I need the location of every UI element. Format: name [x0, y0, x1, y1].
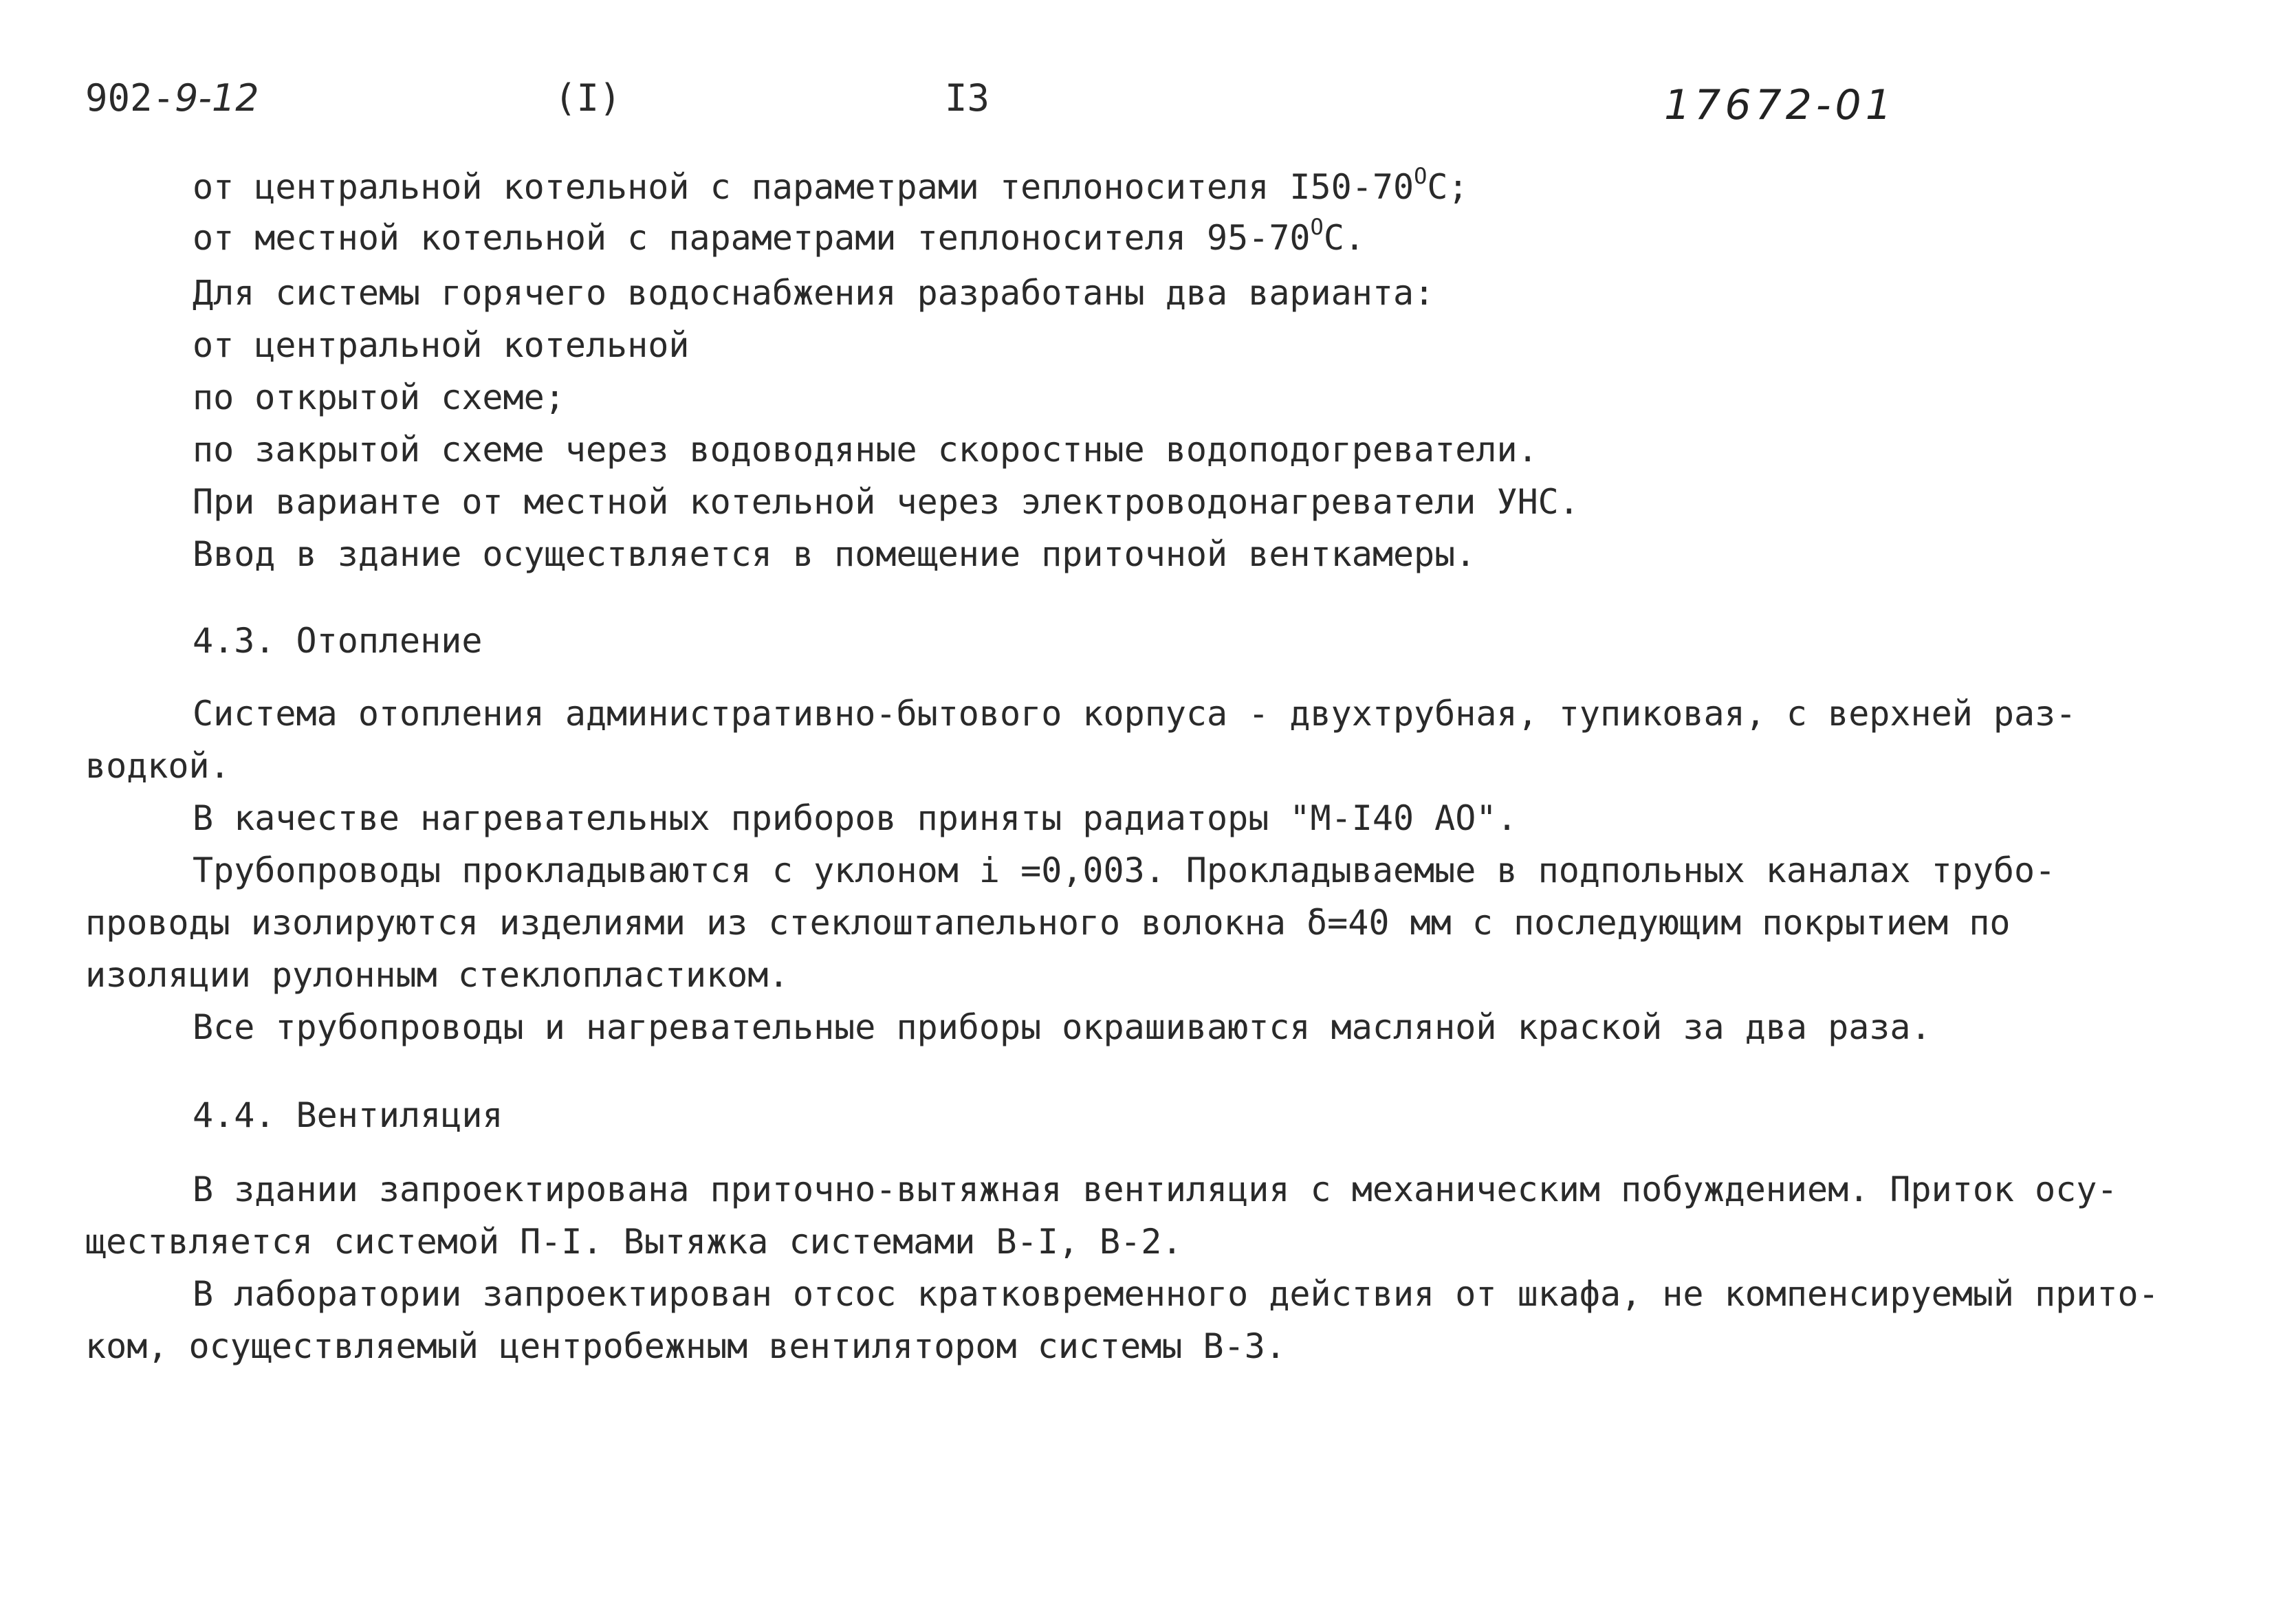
text-line: Система отопления административно-бытового корпуса - двухтрубная, тупиковая, с верхней раз- — [193, 694, 2077, 734]
handwritten-code: 17672-01 — [1664, 81, 1896, 129]
doc-number-prefix: 902- — [85, 76, 175, 120]
text-line: водкой. — [85, 746, 230, 786]
section-heading-heating: 4.3. Отопление — [193, 621, 483, 661]
text-line: от центральной котельной с параметрами теплоносителя $I50-70^OC$; — [193, 163, 1469, 207]
text-line: ком, осуществляемый центробежным вентилятором системы В-3. — [85, 1326, 1286, 1366]
part-number: (I) — [554, 76, 622, 120]
doc-number-suffix: 9-12 — [175, 76, 259, 120]
text-line: Все трубопроводы и нагревательные приборы окрашиваются масляной краской за два раза. — [193, 1007, 1932, 1047]
text-line: изоляции рулонным стеклопластиком. — [85, 955, 789, 995]
doc-number — [85, 74, 259, 122]
text-line: от местной котельной с параметрами теплоносителя $95-70^OC$. — [193, 214, 1366, 258]
text-line: Для системы горячего водоснабжения разработаны два варианта: — [193, 273, 1435, 313]
section-heading-ventilation: 4.4. Вентиляция — [193, 1095, 503, 1135]
degree-mark: O — [1310, 214, 1324, 240]
degree-mark: O — [1414, 163, 1428, 189]
text-line: по открытой схеме; — [193, 377, 565, 417]
text-line: При варианте от местной котельной через электроводонагреватели УНС. — [193, 482, 1579, 522]
text-line: ществляется системой П-I. Вытяжка системами В-I, В-2. — [85, 1222, 1183, 1262]
page-number: I3 — [945, 76, 990, 120]
text-line: Трубопроводы прокладываются с уклоном i =0,003. Прокладываемые в подпольных каналах трубо- — [193, 851, 2056, 890]
text-line: от центральной котельной — [193, 325, 690, 365]
text-line: В лаборатории запроектирован отсос кратковременного действия от шкафа, не компенсируемый прито- — [193, 1274, 2159, 1314]
text-line: по закрытой схеме через водоводяные скоростные водоподогреватели. — [193, 430, 1538, 470]
text-line: В здании запроектирована приточно-вытяжная вентиляция с механическим побуждением. Приток осу- — [193, 1170, 2118, 1209]
text-line: Ввод в здание осуществляется в помещение приточной венткамеры. — [193, 534, 1476, 574]
text-line: проводы изолируются изделиями из стеклоштапельного волокна δ=40 мм с последующим покрытием по — [85, 903, 2011, 943]
text-line: В качестве нагревательных приборов приняты радиаторы "М-I40 АО". — [193, 798, 1518, 838]
